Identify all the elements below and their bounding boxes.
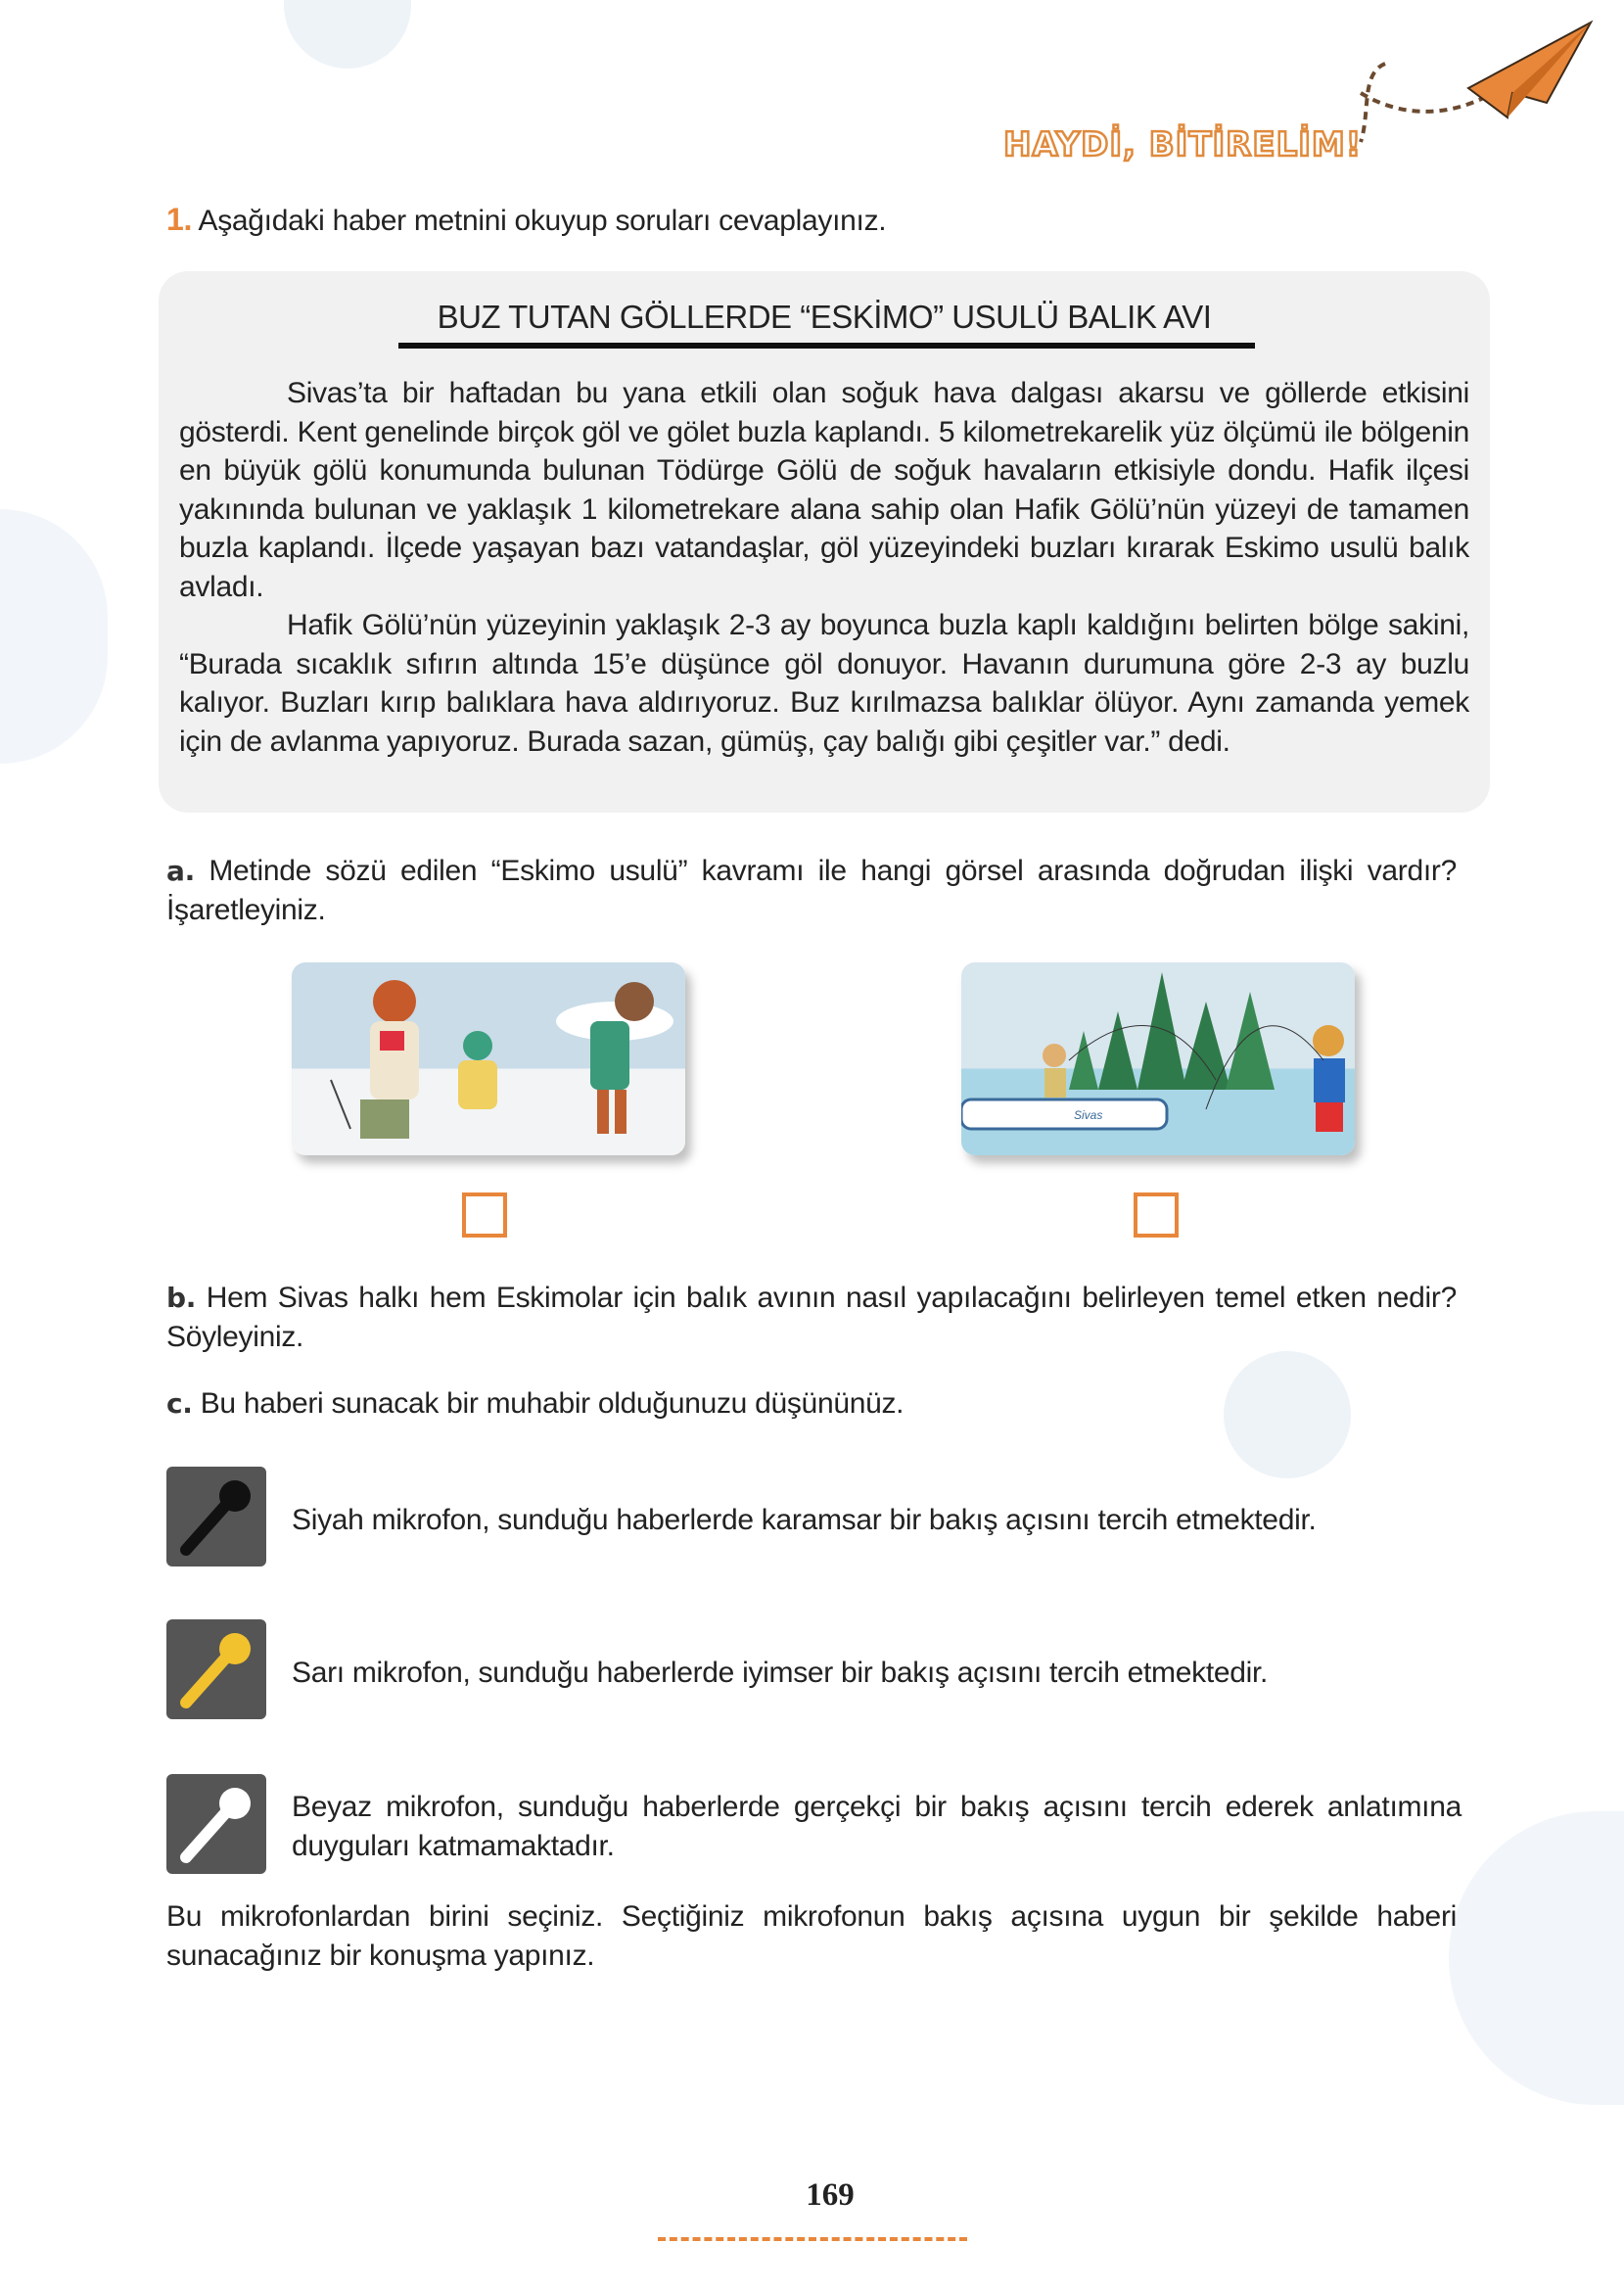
bg-decoration	[0, 509, 108, 764]
final-instruction: Bu mikrofonlardan birini seçiniz. Seçtiğiniz mikrofonun bakış açısına uygun bir şekilde haberi sunacağınız bir konuşma yapınız.	[166, 1900, 1457, 1972]
question-text: Aşağıdaki haber metnini okuyup soruları cevaplayınız.	[198, 205, 887, 237]
bg-decoration	[284, 0, 411, 69]
paper-plane-icon	[1351, 15, 1605, 162]
question-text: Hem Sivas halkı hem Eskimolar için balık avının nasıl yapılacağını belirleyen temel etken nedir? Söyleyiniz.	[166, 1282, 1457, 1353]
boat-fishing-illustration	[961, 962, 1355, 1155]
question-label: c.	[166, 1387, 193, 1420]
question-label: b.	[166, 1282, 197, 1314]
black-mic-description: Siyah mikrofon, sunduğu haberlerde karamsar bir bakış açısını tercih etmektedir.	[292, 1504, 1317, 1536]
white-microphone-icon	[166, 1774, 266, 1874]
boat-fishing-image[interactable]	[961, 962, 1355, 1155]
title-underline	[398, 343, 1255, 349]
question-a	[166, 852, 1457, 929]
question-b	[166, 1279, 1457, 1356]
article-box	[159, 271, 1490, 813]
question-label: a.	[166, 855, 195, 887]
article-paragraph: Hafik Gölü’nün yüzeyinin yaklaşık 2-3 ay boyunca buzla kaplı kaldığını belirten bölge sakini, “Burada sıcaklık sıfırın altında 15’e düşünce göl donuyor. Havanın durumuna göre 2-3 ay buzlu kalıyor. Buzları kırıp balıklara hava aldırıyoruz. Buz kırılmazsa balıklar ölüyor. Aynı zamanda yemek için de avlanma yapıyoruz. Burada sazan, gümüş, çay balığı gibi çeşitler var.” dedi.	[179, 609, 1469, 758]
article-title: BUZ TUTAN GÖLLERDE “ESKİMO” USULÜ BALIK AVI	[437, 299, 1212, 335]
option-1-checkbox[interactable]	[462, 1192, 507, 1238]
bg-decoration	[1449, 1811, 1624, 2105]
question-text: Bu haberi sunacak bir muhabir olduğunuzu düşününüz.	[200, 1387, 905, 1420]
yellow-microphone-icon	[166, 1619, 266, 1719]
black-microphone-icon	[166, 1467, 266, 1566]
question-text: Metinde sözü edilen “Eskimo usulü” kavramı ile hangi görsel arasında doğrudan ilişki vardır? İşaretleyiniz.	[166, 855, 1457, 926]
yellow-mic-description: Sarı mikrofon, sunduğu haberlerde iyimser bir bakış açısını tercih etmektedir.	[292, 1657, 1269, 1689]
page-number: 169	[806, 2177, 855, 2213]
question-1	[166, 201, 886, 241]
section-banner: HAYDİ, BİTİRELİM!	[1003, 125, 1363, 164]
question-c	[166, 1384, 904, 1424]
option-2-checkbox[interactable]	[1134, 1192, 1179, 1238]
article-body	[179, 374, 1469, 761]
article-paragraph: Sivas’ta bir haftadan bu yana etkili olan soğuk hava dalgası akarsu ve göllerde etkisini gösterdi. Kent genelinde birçok göl ve gölet buzla kaplandı. 5 kilometrekarelik yüz ölçümü ile bölgenin en büyük gölü konumunda bulunan Tödürge Gölü de soğuk havaların etkisiyle dondu. Hafik ilçesi yakınında bulunan ve yaklaşık 1 kilometrekare alana sahip olan Hafik Gölü’nün yüzeyi de tamamen buzla kaplandı. İlçede yaşayan bazı vatandaşlar, göl yüzeyindeki buzları kırarak Eskimo usulü balık avladı.	[179, 377, 1469, 603]
ice-fishing-illustration	[292, 962, 685, 1155]
question-number: 1.	[166, 202, 193, 237]
ice-fishing-image[interactable]	[292, 962, 685, 1155]
boat-name: Sivas	[1074, 1108, 1103, 1122]
page-number-divider	[658, 2237, 967, 2241]
bg-decoration	[1224, 1351, 1351, 1478]
white-mic-description: Beyaz mikrofon, sunduğu haberlerde gerçekçi bir bakış açısını tercih ederek anlatımına duyguları katmamaktadır.	[292, 1791, 1462, 1862]
